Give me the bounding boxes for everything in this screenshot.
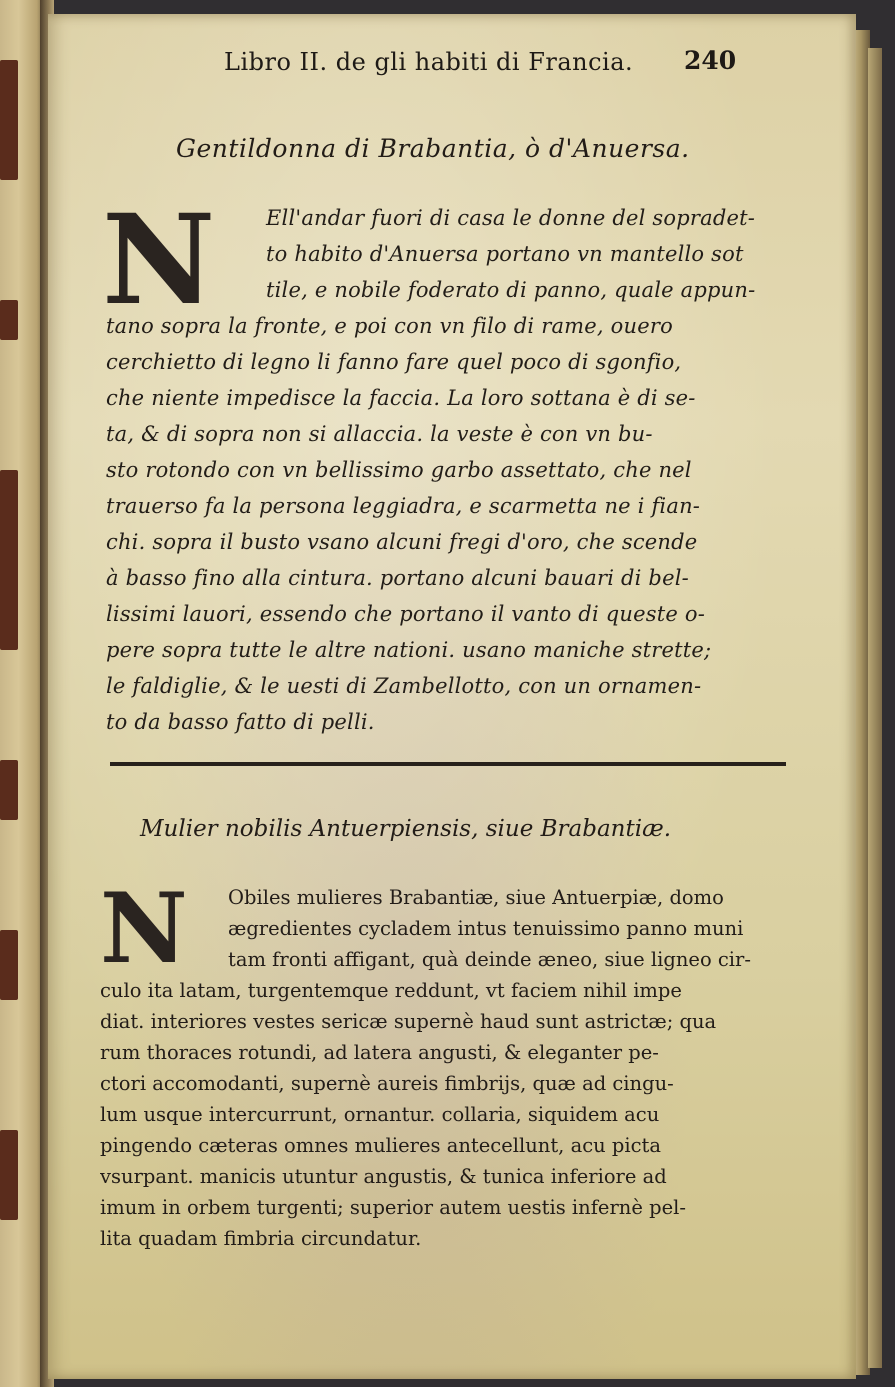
latin-line: rum thoraces rotundi, ad latera angusti, & eleganter pe- — [100, 1041, 659, 1064]
latin-line: diat. interiores vestes sericæ supernè haud sunt astrictæ; qua — [100, 1010, 717, 1033]
section-divider — [110, 762, 786, 766]
italian-drop-cap: N — [102, 188, 216, 333]
latin-drop-cap: N — [100, 872, 188, 985]
italian-line: sto rotondo con vn bellissimo garbo assettato, che nel — [106, 458, 692, 482]
page-stack-edge-outer — [868, 48, 882, 1368]
latin-line: pingendo cæteras omnes mulieres antecellunt, acu picta — [100, 1134, 661, 1157]
italian-line: trauerso fa la persona leggiadra, e scarmetta ne i fian- — [106, 494, 701, 518]
italian-line: lissimi lauori, essendo che portano il vanto di queste o- — [106, 602, 705, 626]
italian-paragraph — [106, 200, 786, 740]
italian-title: Gentildonna di Brabantia, ò d'Anuersa. — [176, 134, 690, 163]
italian-line: Ell'andar fuori di casa le donne del sopradet- — [266, 206, 756, 230]
page-number: 240 — [684, 46, 737, 75]
italian-line: tile, e nobile foderato di panno, quale appun- — [266, 278, 756, 302]
italian-line: à basso fino alla cintura. portano alcuni bauari di bel- — [106, 566, 689, 590]
italian-line: to da basso fatto di pelli. — [106, 710, 375, 734]
italian-line: le faldiglie, & le uesti di Zambellotto, con un ornamen- — [106, 674, 702, 698]
latin-paragraph — [100, 872, 790, 1254]
latin-line: ctori accomodanti, supernè aureis fimbrijs, quæ ad cingu- — [100, 1072, 674, 1095]
running-head: Libro II. de gli habiti di Francia. — [224, 48, 634, 76]
latin-line: lita quadam fimbria circundatur. — [100, 1227, 422, 1250]
book-page — [48, 14, 856, 1379]
latin-line: Obiles mulieres Brabantiæ, siue Antuerpiæ, domo — [228, 886, 724, 909]
page-header — [48, 38, 856, 82]
latin-line: lum usque intercurrunt, ornantur. collaria, siquidem acu — [100, 1103, 660, 1126]
latin-line: imum in orbem turgenti; superior autem uestis infernè pel- — [100, 1196, 686, 1219]
italian-line: chi. sopra il busto vsano alcuni fregi d'oro, che scende — [106, 530, 698, 554]
italian-line: cerchietto di legno li fanno fare quel poco di sgonfio, — [106, 350, 682, 374]
latin-line: vsurpant. manicis utuntur angustis, & tunica inferiore ad — [100, 1165, 667, 1188]
latin-line: culo ita latam, turgentemque reddunt, vt faciem nihil impe — [100, 979, 682, 1002]
italian-line: to habito d'Anuersa portano vn mantello sot — [266, 242, 744, 266]
latin-title: Mulier nobilis Antuerpiensis, siue Brabantiæ. — [140, 816, 672, 842]
italian-line: pere sopra tutte le altre nationi. usano maniche strette; — [106, 638, 712, 662]
latin-line: ægredientes cycladem intus tenuissimo panno muni — [228, 917, 744, 940]
italian-line: ta, & di sopra non si allaccia. la veste è con vn bu- — [106, 422, 653, 446]
italian-line: tano sopra la fronte, e poi con vn filo di rame, ouero — [106, 314, 673, 338]
italian-line: che niente impedisce la faccia. La loro sottana è di se- — [106, 386, 696, 410]
latin-line: tam fronti affigant, quà deinde æneo, siue ligneo cir- — [228, 948, 751, 971]
